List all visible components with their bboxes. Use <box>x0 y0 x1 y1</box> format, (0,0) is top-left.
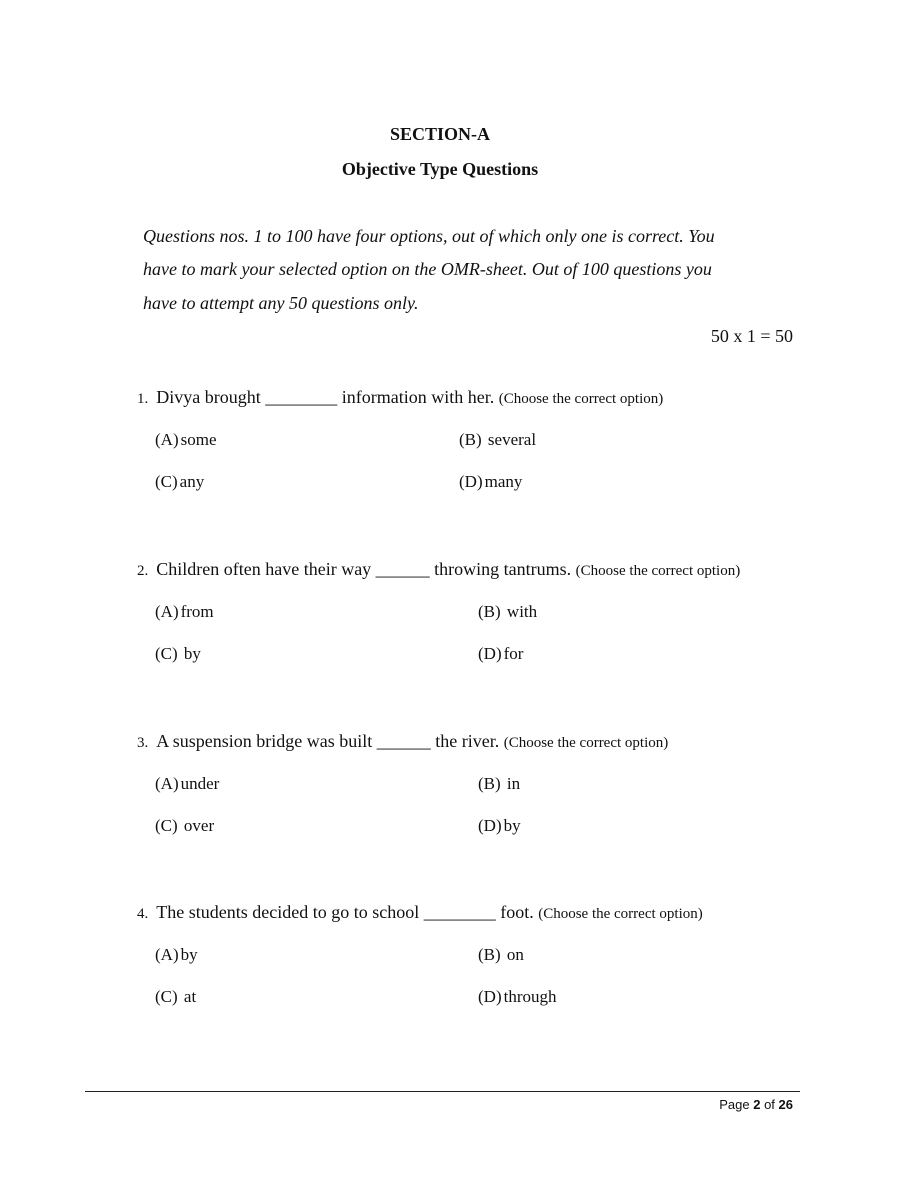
option-a: (A) from <box>155 602 214 621</box>
question-number: 3. <box>137 735 149 751</box>
question-text: Divya brought ________ information with her. <box>156 387 495 407</box>
question-hint: (Choose the correct option) <box>575 563 741 579</box>
option-d: (D) by <box>478 816 521 835</box>
marks-scheme: 50 x 1 = 50 <box>710 326 793 346</box>
question-number: 1. <box>137 391 149 407</box>
question-4 <box>137 902 703 923</box>
question-2 <box>137 559 740 580</box>
option-a: (A) some <box>155 430 217 449</box>
instruction-line-3: have to attempt any 50 questions only. <box>143 293 419 313</box>
option-a: (A) by <box>155 945 198 964</box>
option-a: (A) under <box>155 774 220 793</box>
option-c: (C) over <box>155 816 215 835</box>
page-number: Page 2 of 26 <box>719 1097 793 1112</box>
option-b: (B) several <box>459 430 537 449</box>
question-1 <box>137 387 663 408</box>
option-d: (D) through <box>478 987 557 1006</box>
instruction-line-2: have to mark your selected option on the OMR-sheet. Out of 100 questions you <box>143 259 712 279</box>
option-b: (B) with <box>478 602 538 621</box>
option-b: (B) in <box>478 774 521 793</box>
question-hint: (Choose the correct option) <box>503 735 669 751</box>
section-subtitle: Objective Type Questions <box>341 159 539 179</box>
question-hint: (Choose the correct option) <box>498 391 664 407</box>
question-number: 2. <box>137 563 149 579</box>
option-c: (C) any <box>155 472 205 491</box>
question-text: Children often have their way ______ throwing tantrums. <box>156 559 572 579</box>
question-3 <box>137 731 668 752</box>
question-text: A suspension bridge was built ______ the river. <box>156 731 500 751</box>
question-hint: (Choose the correct option) <box>538 906 703 922</box>
option-b: (B) on <box>478 945 524 964</box>
option-d: (D) many <box>459 472 523 491</box>
footer-divider <box>85 1091 800 1092</box>
question-text: The students decided to go to school ________ foot. <box>156 902 534 922</box>
question-number: 4. <box>137 906 149 922</box>
instruction-line-1: Questions nos. 1 to 100 have four options, out of which only one is correct. You <box>143 226 715 246</box>
option-d: (D) for <box>478 644 524 663</box>
option-c: (C) at <box>155 987 197 1006</box>
section-heading: SECTION-A <box>389 124 491 144</box>
option-c: (C) by <box>155 644 201 663</box>
